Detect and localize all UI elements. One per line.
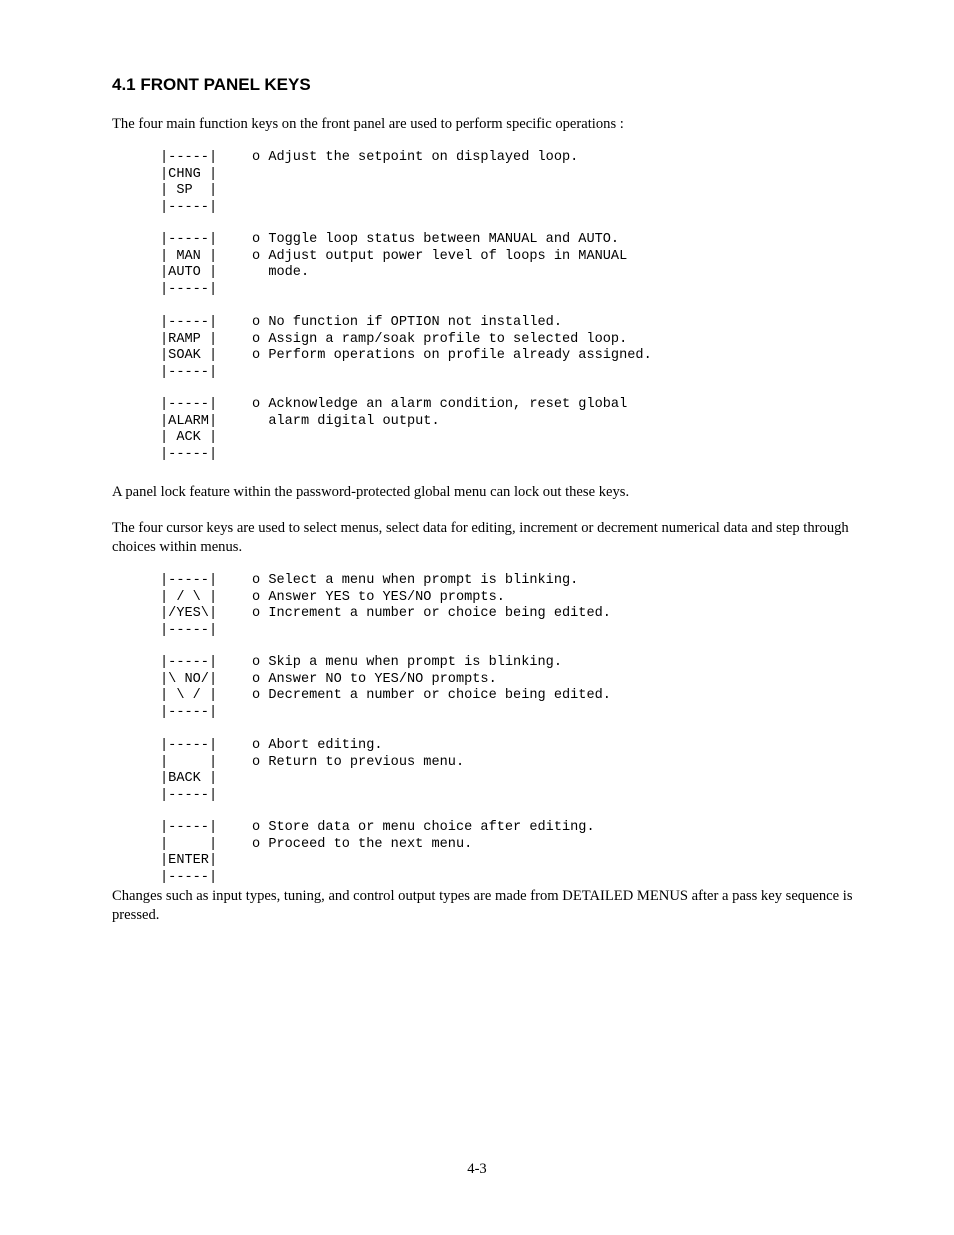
down-no-key-description: o Skip a menu when prompt is blinking. o Answer NO to YES/NO prompts. o Decrement a number or choice being edited. — [252, 655, 611, 703]
enter-key-diagram: |-----| | | |ENTER| |-----| — [160, 820, 218, 885]
down-no-key-diagram: |-----| |\ NO/| | \ / | |-----| — [160, 655, 218, 720]
ramp-soak-key-description: o No function if OPTION not installed. o Assign a ramp/soak profile to selected loop. o Perform operations on profile already assigned. — [252, 315, 652, 363]
ramp-soak-key-diagram: |-----| |RAMP | |SOAK | |-----| — [160, 315, 218, 380]
up-yes-key-description: o Select a menu when prompt is blinking. o Answer YES to YES/NO prompts. o Increment a number or choice being edited. — [252, 573, 611, 621]
panel-lock-paragraph: A panel lock feature within the password-protected global menu can lock out these keys. — [112, 484, 630, 500]
intro-cursor-keys-paragraph: The four cursor keys are used to select menus, select data for editing, increment or decrement numerical data and step through choices within menus. — [112, 520, 849, 555]
man-auto-key-diagram: |-----| | MAN | |AUTO | |-----| — [160, 232, 218, 297]
enter-key-description: o Store data or menu choice after editing. o Proceed to the next menu. — [252, 820, 595, 852]
alarm-ack-key-description: o Acknowledge an alarm condition, reset global alarm digital output. — [252, 397, 628, 429]
page-number: 4-3 — [467, 1161, 487, 1177]
intro-function-keys-paragraph: The four main function keys on the front panel are used to perform specific operations : — [112, 116, 624, 132]
chng-sp-key-description: o Adjust the setpoint on displayed loop. — [252, 150, 579, 165]
chng-sp-key-diagram: |-----| |CHNG | | SP | |-----| — [160, 150, 218, 215]
back-key-diagram: |-----| | | |BACK | |-----| — [160, 738, 218, 803]
up-yes-key-diagram: |-----| | / \ | |/YES\| |-----| — [160, 573, 218, 638]
closing-paragraph: Changes such as input types, tuning, and control output types are made from DETAILED MENUS after a pass key sequence is pressed. — [112, 888, 853, 923]
alarm-ack-key-diagram: |-----| |ALARM| | ACK | |-----| — [160, 397, 218, 462]
back-key-description: o Abort editing. o Return to previous menu. — [252, 738, 465, 770]
section-heading: 4.1 FRONT PANEL KEYS — [112, 75, 311, 94]
man-auto-key-description: o Toggle loop status between MANUAL and AUTO. o Adjust output power level of loops in MANUAL mode. — [252, 232, 628, 280]
